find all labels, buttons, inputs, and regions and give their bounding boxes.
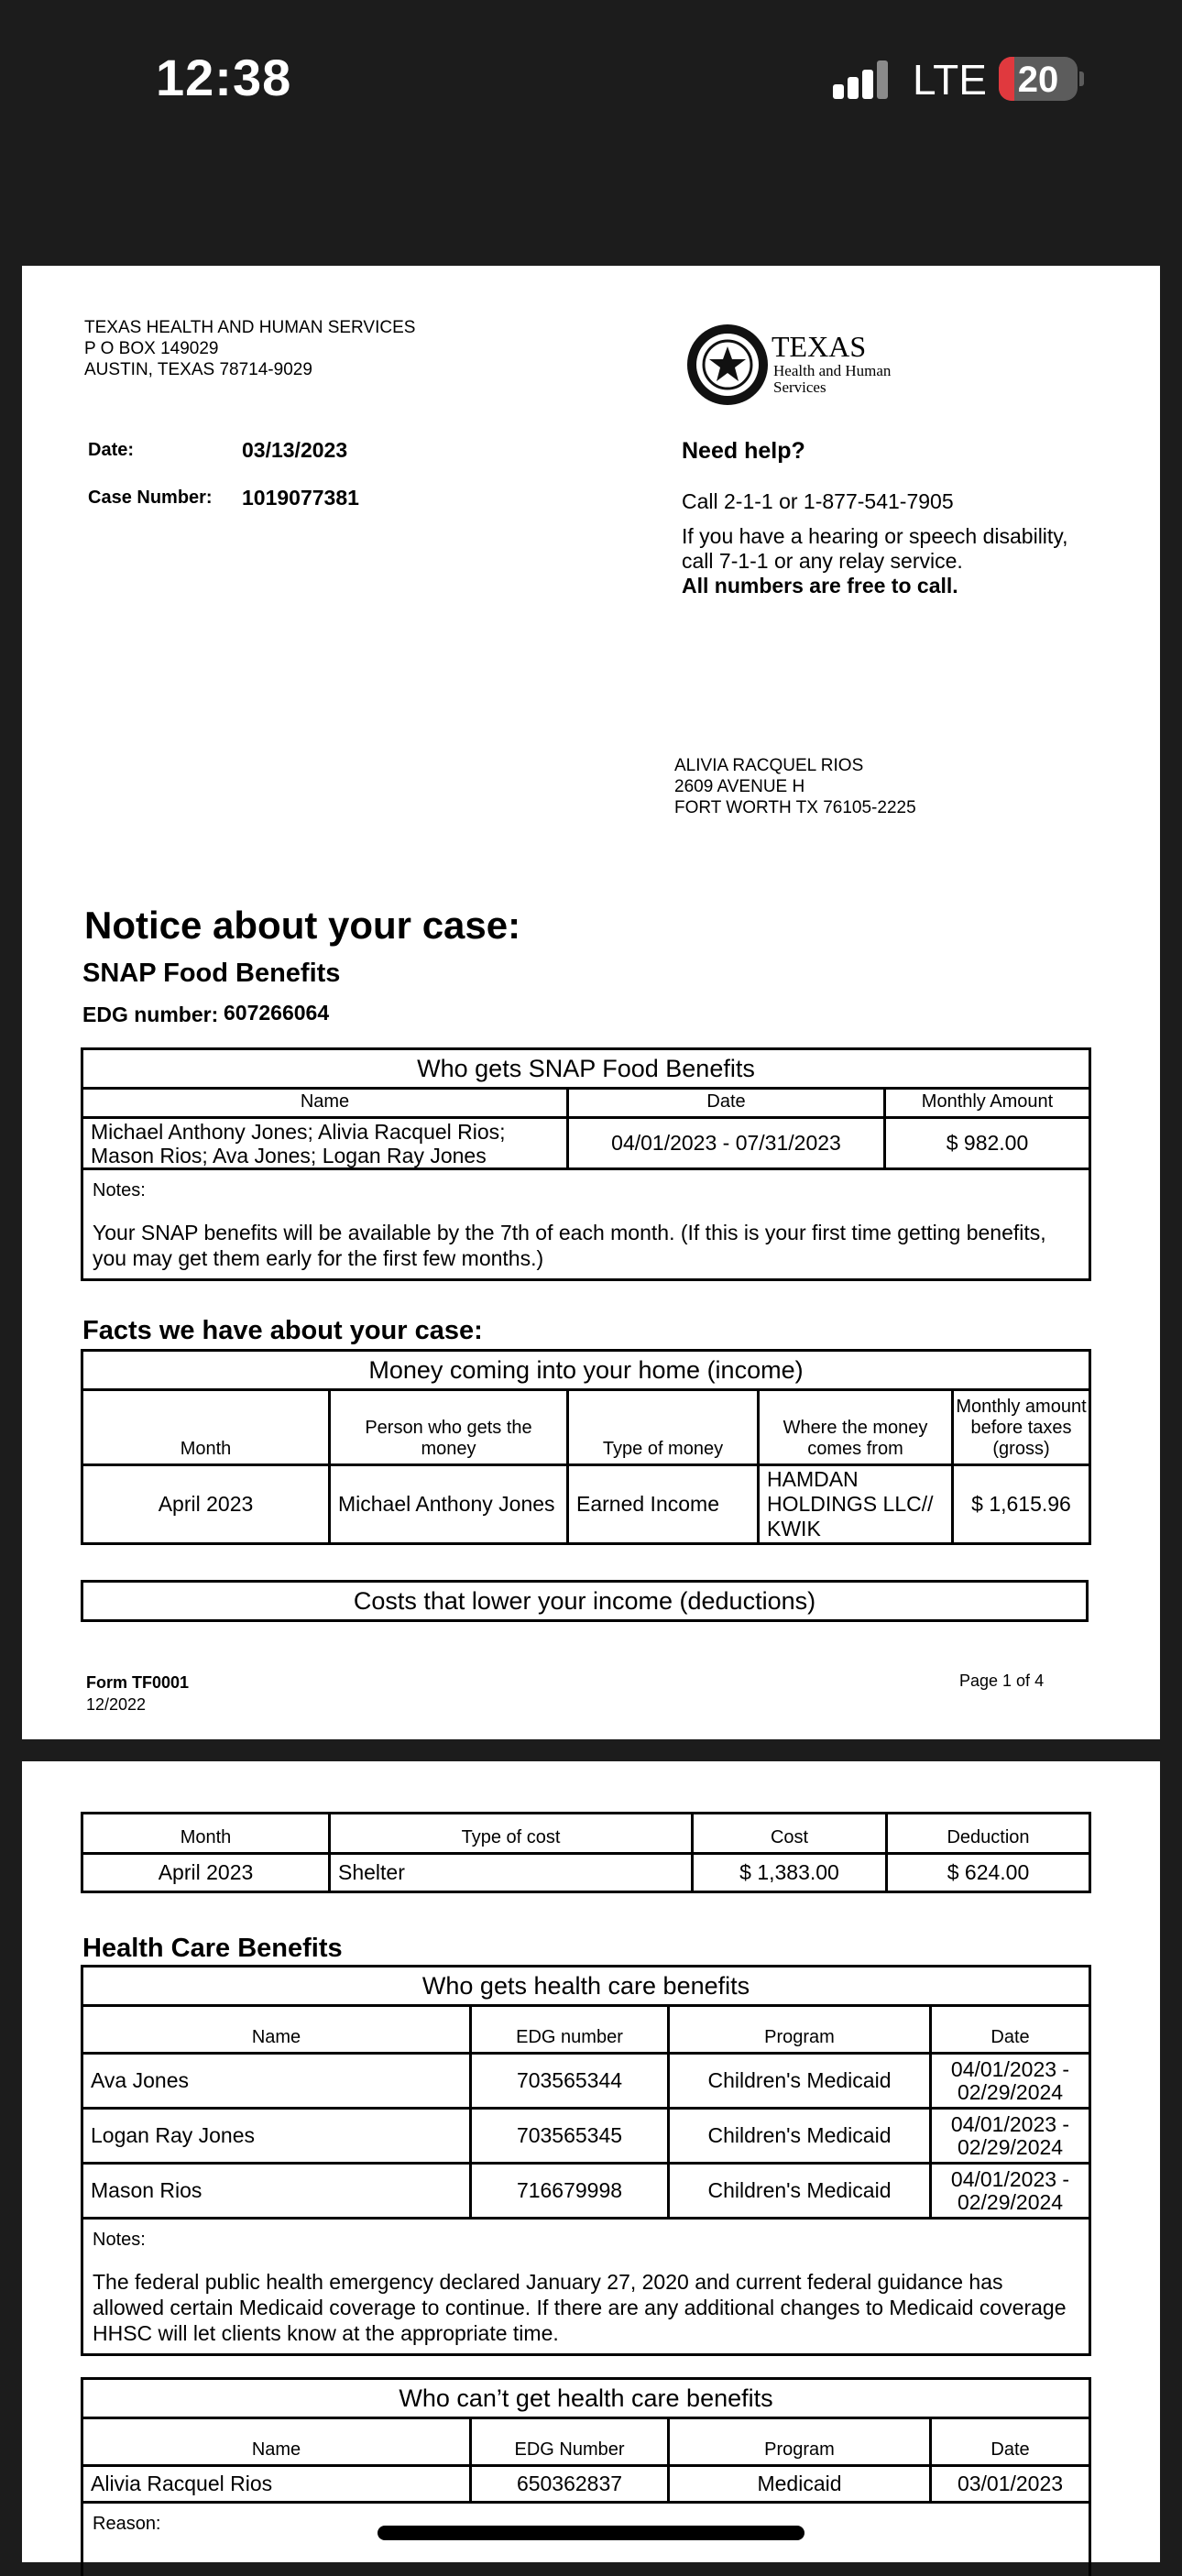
recipient-line: FORT WORTH TX 76105-2225 <box>674 798 916 817</box>
column-header: Name <box>82 2418 471 2466</box>
texas-seal-icon <box>685 323 770 407</box>
program-title: SNAP Food Benefits <box>82 959 341 988</box>
income-source: HAMDAN HOLDINGS LLC// KWIK <box>759 1465 953 1544</box>
table-row <box>82 2466 1090 2503</box>
battery-tip <box>1079 71 1084 86</box>
edg-label: EDG number: <box>82 1003 219 1026</box>
cost-amount: $ 1,383.00 <box>693 1854 887 1892</box>
help-relay-line: If you have a hearing or speech disability, <box>682 524 1068 548</box>
health-benefits-table <box>81 1965 1091 2356</box>
date-end: 02/29/2024 <box>957 2079 1064 2104</box>
column-header: Where the money comes from <box>759 1390 953 1465</box>
costs-table <box>81 1812 1091 1893</box>
snap-notes <box>82 1169 1090 1280</box>
help-relay-line: call 7-1-1 or any relay service. <box>682 549 963 573</box>
cost-month: April 2023 <box>82 1854 330 1892</box>
network-type: LTE <box>913 56 987 104</box>
home-indicator[interactable] <box>378 2526 804 2540</box>
denied-edg: 650362837 <box>471 2466 669 2503</box>
snap-amount: $ 982.00 <box>885 1118 1090 1169</box>
sender-address <box>84 317 415 380</box>
denied-date: 03/01/2023 <box>931 2466 1090 2503</box>
table-row <box>82 2054 1090 2109</box>
status-time: 12:38 <box>156 49 292 106</box>
health-table-title: Who gets health care benefits <box>82 1967 1090 2006</box>
member-name: Logan Ray Jones <box>82 2109 471 2164</box>
snap-name-line: Michael Anthony Jones; Alivia Racquel Rios; <box>91 1119 506 1144</box>
notes-label: Notes: <box>93 2230 146 2250</box>
health-care-title: Health Care Benefits <box>82 1934 343 1963</box>
denied-program: Medicaid <box>669 2466 931 2503</box>
notes-label: Notes: <box>93 1180 146 1200</box>
cost-type: Shelter <box>330 1854 693 1892</box>
table-row <box>82 1118 1090 1169</box>
logo-line: Health and Human <box>773 362 892 379</box>
denied-name: Alivia Racquel Rios <box>82 2466 471 2503</box>
date-end: 02/29/2024 <box>957 2134 1064 2159</box>
page-number: Page 1 of 4 <box>959 1672 1045 1690</box>
table-row <box>82 1465 1090 1544</box>
deductions-table <box>81 1580 1089 1622</box>
signal-icon <box>833 60 890 99</box>
recipient-line: 2609 AVENUE H <box>674 777 805 796</box>
edg-number: 607266064 <box>224 1001 330 1025</box>
snap-name-line: Mason Rios; Ava Jones; Logan Ray Jones <box>91 1143 487 1167</box>
member-name: Mason Rios <box>82 2164 471 2219</box>
date-start: 04/01/2023 - <box>950 2111 1070 2136</box>
column-header: Name <box>82 1089 568 1118</box>
column-header: EDG Number <box>471 2418 669 2466</box>
income-person: Michael Anthony Jones <box>330 1465 568 1544</box>
notes-text: The federal public health emergency declared January 27, 2020 and current federal guidance has allowed certain Medicaid coverage to continue. If there are any additional changes to Medicaid coverage HHSC will let clients know at the appropriate time. <box>93 2270 1067 2345</box>
form-date: 12/2022 <box>86 1695 147 1714</box>
snap-date: 04/01/2023 - 07/31/2023 <box>568 1118 885 1169</box>
column-header: Month <box>82 1390 330 1465</box>
date-start: 04/01/2023 - <box>950 2166 1070 2191</box>
column-header: Deduction <box>887 1814 1090 1854</box>
battery-level: 20 <box>1017 60 1059 100</box>
sender-line: TEXAS HEALTH AND HUMAN SERVICES <box>84 318 416 337</box>
table-row <box>82 2109 1090 2164</box>
member-program: Children's Medicaid <box>669 2164 931 2219</box>
help-heading: Need help? <box>682 438 805 464</box>
case-number-label: Case Number: <box>88 488 213 508</box>
letter-page-2 <box>22 1761 1160 2562</box>
letter-page-1 <box>22 266 1160 1739</box>
recipient-line: ALIVIA RACQUEL RIOS <box>674 756 864 775</box>
reason-label: Reason: <box>93 2514 161 2534</box>
column-header: EDG number <box>471 2006 669 2054</box>
denied-table-title: Who can’t get health care benefits <box>82 2379 1090 2418</box>
income-month: April 2023 <box>82 1465 330 1544</box>
income-amount: $ 1,615.96 <box>953 1465 1090 1544</box>
help-relay <box>682 524 1068 598</box>
column-header: Monthly amount before taxes (gross) <box>953 1390 1090 1465</box>
column-header: Month <box>82 1814 330 1854</box>
member-date <box>931 2164 1090 2219</box>
column-header: Date <box>568 1089 885 1118</box>
income-type: Earned Income <box>568 1465 759 1544</box>
column-header: Type of money <box>568 1390 759 1465</box>
date-end: 02/29/2024 <box>957 2189 1064 2214</box>
date-label: Date: <box>88 440 135 460</box>
member-name: Ava Jones <box>82 2054 471 2109</box>
snap-table-title: Who gets SNAP Food Benefits <box>82 1049 1090 1089</box>
snap-names <box>82 1118 568 1169</box>
cost-deduction: $ 624.00 <box>887 1854 1090 1892</box>
column-header: Program <box>669 2006 931 2054</box>
logo-title: TEXAS <box>772 330 867 363</box>
column-header: Monthly Amount <box>885 1089 1090 1118</box>
logo-line: Services <box>773 378 826 396</box>
health-notes <box>82 2219 1090 2355</box>
income-table <box>81 1349 1091 1545</box>
case-number: 1019077381 <box>242 486 359 510</box>
facts-title: Facts we have about your case: <box>82 1316 483 1345</box>
help-free-note: All numbers are free to call. <box>682 574 958 597</box>
snap-benefits-table <box>81 1047 1091 1281</box>
letter-date: 03/13/2023 <box>242 438 348 462</box>
table-row <box>82 1854 1090 1892</box>
column-header: Date <box>931 2006 1090 2054</box>
member-program: Children's Medicaid <box>669 2054 931 2109</box>
browser-address-bar[interactable] <box>0 128 1182 229</box>
member-date <box>931 2109 1090 2164</box>
denied-benefits-table <box>81 2377 1091 2576</box>
column-header: Name <box>82 2006 471 2054</box>
column-header: Date <box>931 2418 1090 2466</box>
column-header: Cost <box>693 1814 887 1854</box>
recipient-address <box>674 755 916 818</box>
notes-text: Your SNAP benefits will be available by the 7th of each month. (If this is your first time getting benefits, you may get them early for the first few months.) <box>93 1221 1046 1270</box>
battery-icon <box>999 57 1078 101</box>
member-program: Children's Medicaid <box>669 2109 931 2164</box>
column-header: Type of cost <box>330 1814 693 1854</box>
income-table-title: Money coming into your home (income) <box>82 1351 1090 1390</box>
column-header: Program <box>669 2418 931 2466</box>
table-row <box>82 2164 1090 2219</box>
member-edg: 703565345 <box>471 2109 669 2164</box>
deductions-title: Costs that lower your income (deductions) <box>82 1582 1088 1621</box>
help-phone: Call 2-1-1 or 1-877-541-7905 <box>682 489 954 513</box>
logo-subtitle <box>773 363 891 396</box>
form-number: Form TF0001 <box>86 1673 190 1692</box>
notice-title: Notice about your case: <box>84 904 521 947</box>
member-edg: 716679998 <box>471 2164 669 2219</box>
date-start: 04/01/2023 - <box>950 2056 1070 2081</box>
sender-line: AUSTIN, TEXAS 78714-9029 <box>84 360 312 379</box>
sender-line: P O BOX 149029 <box>84 339 219 358</box>
column-header: Person who gets the money <box>330 1390 568 1465</box>
member-edg: 703565344 <box>471 2054 669 2109</box>
member-date <box>931 2054 1090 2109</box>
